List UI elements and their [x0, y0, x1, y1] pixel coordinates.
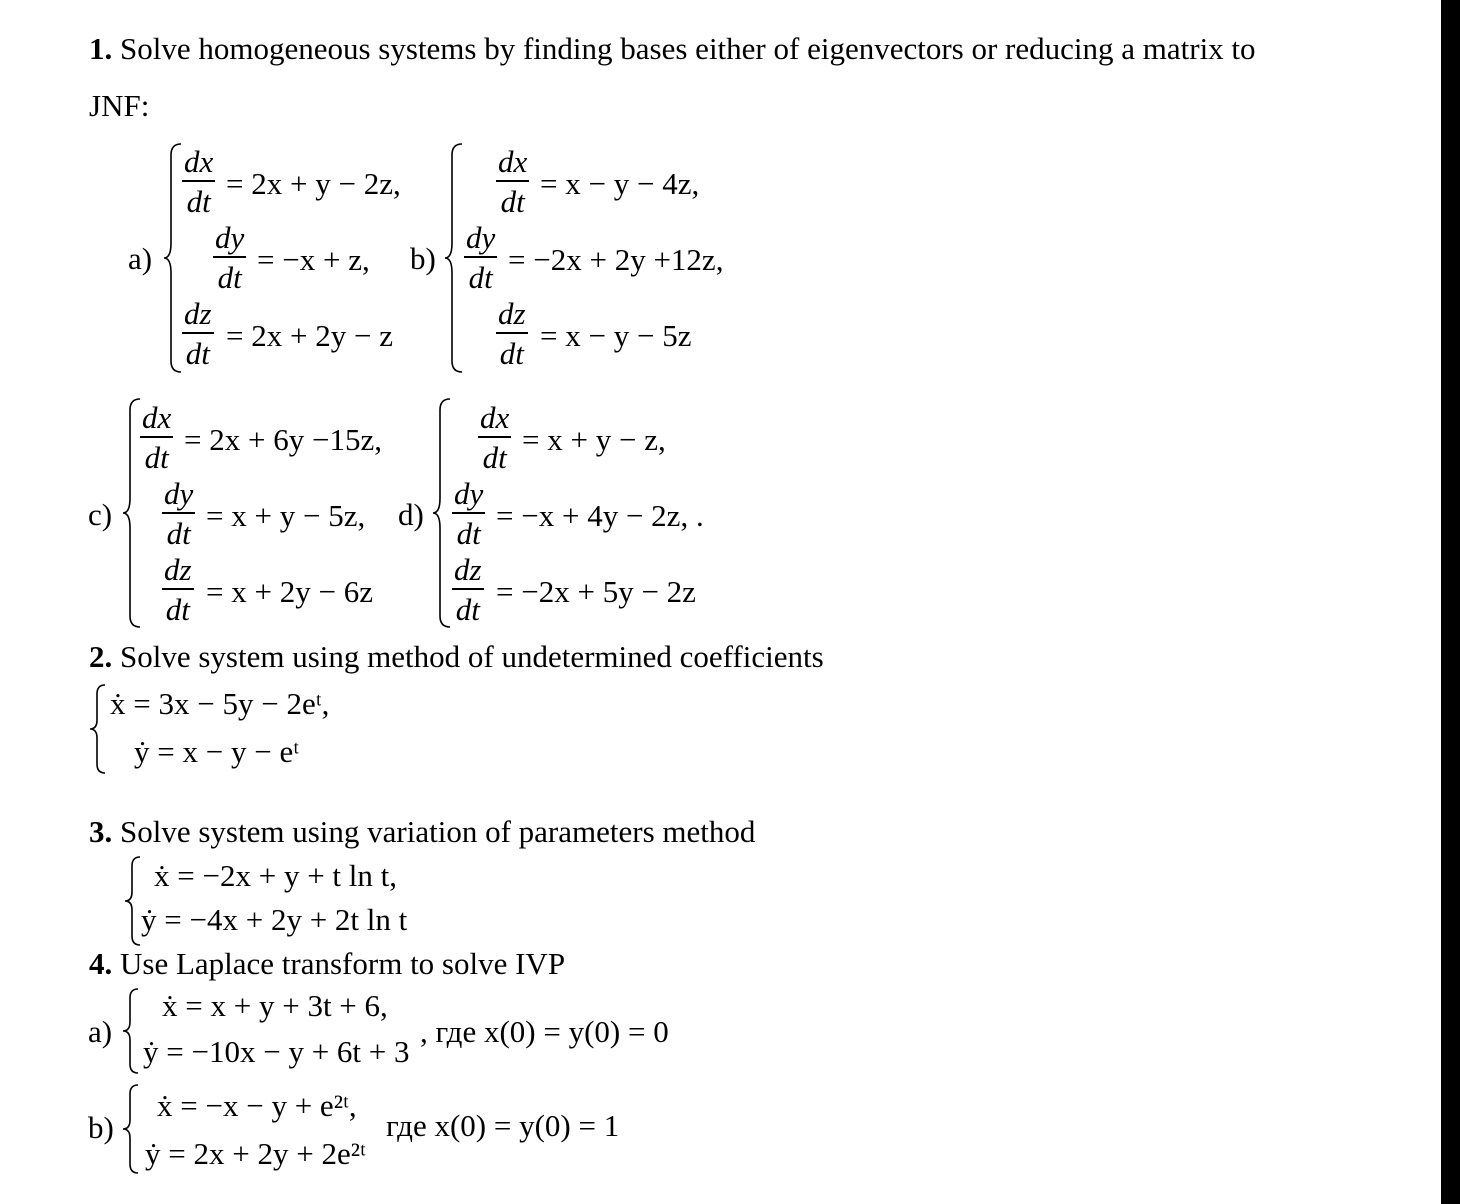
system-d-frac-dz: dz dt — [454, 552, 482, 627]
system-b-frac-dx: dx dt — [498, 144, 528, 219]
problem2-number: 2. — [89, 639, 113, 674]
system-d-brace — [432, 398, 452, 628]
system-d-label: d) — [398, 497, 424, 532]
system-c-brace — [122, 398, 142, 628]
problem1-number: 1. — [89, 31, 113, 66]
problem2-heading — [89, 641, 824, 672]
system-c-label: c) — [88, 497, 113, 532]
problem4-b-brace — [122, 1084, 142, 1174]
problem3-heading — [89, 816, 755, 847]
problem4-heading — [89, 948, 565, 979]
system-c-frac-dz: dz dt — [164, 552, 192, 627]
system-a-eq3: = 2x + 2y − z — [226, 318, 393, 353]
problem4-b-eq1: ẋ = −x − y + e²ᵗ, — [157, 1088, 357, 1123]
problem1-text: Solve homogeneous systems by finding bases either of eigenvectors or reducing a matrix to — [120, 31, 1256, 66]
problem3-eq1: ẋ = −2x + y + t ln t, — [154, 858, 398, 893]
system-d-frac-dx: dx dt — [480, 400, 510, 475]
system-c-eq3: = x + 2y − 6z — [206, 574, 373, 609]
system-b-brace — [444, 143, 464, 373]
system-c-eq1: = 2x + 6y −15z, — [184, 422, 382, 457]
system-d-frac-dy: dy dt — [454, 476, 484, 551]
system-a-label: a) — [128, 241, 153, 276]
system-b-eq2: = −2x + 2y +12z, — [508, 242, 724, 277]
system-d-eq3: = −2x + 5y − 2z — [496, 574, 696, 609]
problem4-text: Use Laplace transform to solve IVP — [120, 946, 566, 981]
system-b-frac-dy: dy dt — [466, 220, 496, 295]
system-b-frac-dz: dz dt — [498, 296, 526, 371]
problem4-a-eq2: ẏ = −10x − y + 6t + 3 — [143, 1034, 410, 1069]
problem3-eq2: ẏ = −4x + 2y + 2t ln t — [141, 902, 408, 937]
system-a-eq1: = 2x + y − 2z, — [226, 166, 401, 201]
system-a-frac-dz: dz dt — [184, 296, 212, 371]
system-d-eq2: = −x + 4y − 2z, . — [496, 498, 704, 533]
problem4-a-eq1: ẋ = x + y + 3t + 6, — [162, 988, 388, 1023]
problem1-heading — [89, 33, 1256, 64]
system-b-label: b) — [410, 241, 436, 276]
problem3-text: Solve system using variation of parameters method — [120, 814, 756, 849]
page-edge-bar — [1441, 0, 1460, 1204]
system-c-frac-dy: dy dt — [164, 476, 194, 551]
problem4-b-label: b) — [88, 1110, 114, 1145]
system-a-brace — [163, 143, 183, 373]
problem4-b-eq2: ẏ = 2x + 2y + 2e²ᵗ — [145, 1136, 366, 1171]
problem4-b-condition: где x(0) = y(0) = 1 — [386, 1108, 620, 1143]
system-a-frac-dx: dx dt — [184, 144, 214, 219]
problem4-a-brace — [122, 988, 142, 1074]
system-d-eq1: = x + y − z, — [522, 422, 666, 457]
system-a-eq2: = −x + z, — [257, 242, 370, 277]
system-c-eq2: = x + y − 5z, — [206, 498, 366, 533]
system-b-eq1: = x − y − 4z, — [540, 166, 700, 201]
system-c-frac-dx: dx dt — [142, 400, 172, 475]
problem2-text: Solve system using method of undetermined coefficients — [120, 639, 824, 674]
problem1-text-line2: JNF: — [89, 88, 150, 123]
problem2-eq2: ẏ = x − y − eᵗ — [134, 734, 300, 769]
problem4-a-condition: , где x(0) = y(0) = 0 — [420, 1014, 669, 1049]
problem4-number: 4. — [89, 946, 113, 981]
problem2-brace — [89, 684, 109, 774]
problem3-number: 3. — [89, 814, 113, 849]
problem4-a-label: a) — [88, 1014, 113, 1049]
system-b-eq3: = x − y − 5z — [540, 318, 692, 353]
system-a-frac-dy: dy dt — [215, 220, 245, 295]
problem2-eq1: ẋ = 3x − 5y − 2eᵗ, — [110, 686, 330, 721]
